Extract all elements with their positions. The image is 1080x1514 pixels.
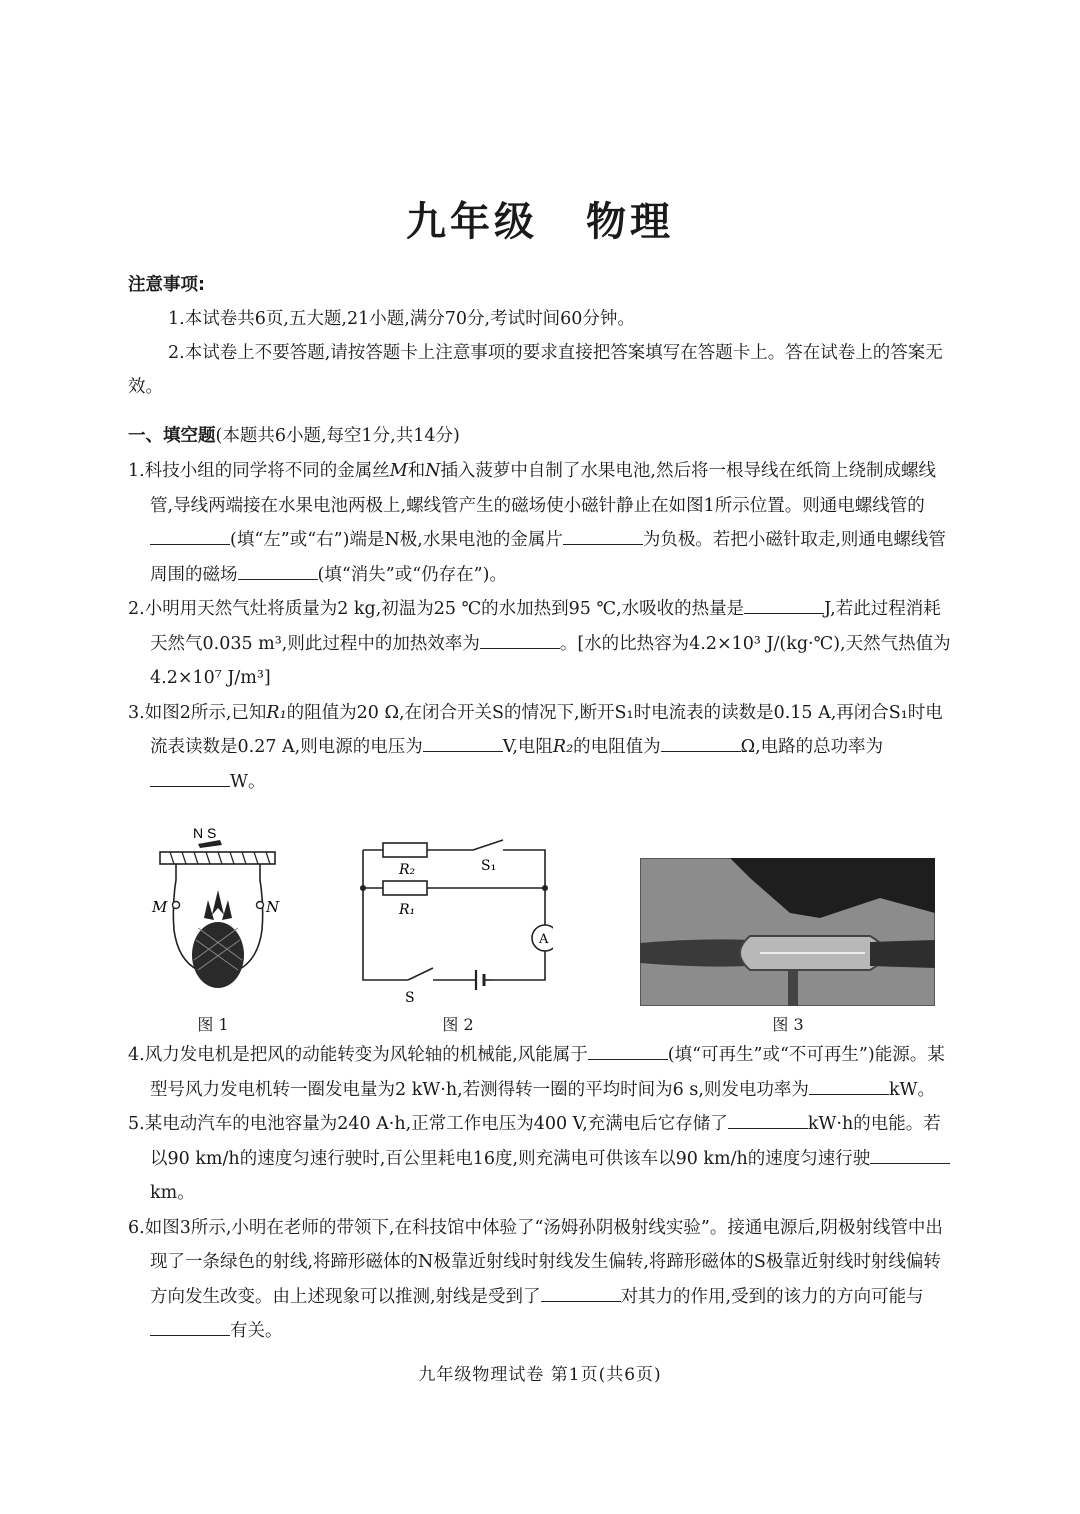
fig2-label-r2: R₂ — [399, 862, 416, 878]
question-4 — [128, 1038, 958, 1107]
answer-blank — [150, 766, 230, 787]
q4-text: kW。 — [888, 1079, 936, 1100]
question-6 — [128, 1211, 958, 1349]
fig2-label-s1: S₁ — [481, 858, 497, 874]
solenoid-coils — [170, 852, 270, 864]
q1-text: (填“消失”或“仍存在”)。 — [317, 564, 507, 585]
q1-var-n: N — [425, 461, 441, 481]
fig1-label-m: M — [152, 898, 168, 916]
q3-text: 的电阻值为 — [573, 737, 661, 757]
q1-text: 和 — [407, 461, 426, 481]
figure-1-solenoid-pineapple — [138, 820, 298, 1005]
figure-3-caption: 图 3 — [772, 1015, 804, 1034]
questions-top — [128, 454, 958, 799]
page-title — [0, 190, 1080, 247]
answer-blank — [661, 731, 741, 752]
q3-text: Ω,电路的总功率为 — [740, 737, 884, 757]
q1-text: 1.科技小组的同学将不同的金属丝 — [128, 461, 390, 481]
questions-bottom — [128, 1038, 958, 1349]
answer-blank — [563, 524, 643, 545]
pineapple-icon — [192, 890, 244, 988]
q1-var-m: M — [389, 461, 408, 481]
figures-row — [128, 820, 958, 1040]
answer-blank — [588, 1039, 668, 1060]
answer-blank — [809, 1074, 889, 1095]
q3-text: 的阻值为20 Ω,在闭合开关S的情况下,断开S₁时电流表的读数是0.15 A,再闭合S₁时电流表读数是0.27 A,则电源的电压为 — [150, 702, 943, 757]
figure-2-circuit — [353, 830, 553, 1005]
q5-text: 5.某电动汽车的电池容量为240 A·h,正常工作电压为400 V,充满电后它存储了 — [128, 1114, 728, 1134]
q4-text: (填“可再生”或“不可再生”)能源。某型号风力发电机转一圈发电量为2 kW·h,若测得转一圈的平均时间为6 s,则发电功率为 — [150, 1045, 945, 1100]
q6-text: 对其力的作用,受到的该力的方向可能与 — [620, 1286, 924, 1307]
title-subject: 物理 — [586, 199, 674, 245]
fig2-label-r1: R₁ — [399, 902, 416, 918]
figure-3-cathode-ray-photo — [640, 858, 935, 1006]
answer-blank — [541, 1281, 621, 1302]
answer-blank — [150, 1315, 230, 1336]
q2-text: 。[水的比热容为4.2×10³ J/(kg·℃),天然气热值为4.2×10⁷ J/m³] — [150, 633, 951, 688]
q3-text: V,电阻 — [502, 737, 553, 757]
ammeter-icon: A — [539, 932, 549, 947]
title-grade: 九年级 — [406, 199, 538, 245]
q5-text: kW·h的电能。若以90 km/h的速度匀速行驶时,百公里耗电16度,则充满电可供该车以90 km/h的速度匀速行驶 — [150, 1114, 941, 1169]
q4-text: 4.风力发电机是把风的动能转变为风轮轴的机械能,风能属于 — [128, 1045, 588, 1065]
q6-text: 有关。 — [230, 1321, 283, 1341]
q3-text: W。 — [230, 771, 266, 792]
q2-text: 2.小明用天然气灶将质量为2 kg,初温为25 ℃的水加热到95 ℃,水吸收的热量是 — [128, 599, 745, 619]
question-2 — [128, 592, 958, 696]
fig2-label-s: S — [405, 990, 415, 1005]
section-desc: (本题共6小题,每空1分,共14分) — [215, 426, 460, 446]
figure-2-caption: 图 2 — [442, 1015, 474, 1034]
section-label: 一、填空题 — [128, 426, 216, 446]
answer-blank — [744, 593, 824, 614]
section-heading — [128, 422, 460, 447]
q1-text: 为负极。若把小磁针取走,则通电螺线管周围的磁场 — [150, 530, 946, 585]
notice-block — [128, 268, 958, 404]
notice-item-1: 1.本试卷共6页,五大题,21小题,满分70分,考试时间60分钟。 — [168, 309, 635, 329]
q3-var-r2: R₂ — [552, 737, 574, 757]
answer-blank — [870, 1143, 950, 1164]
q5-text: km。 — [150, 1183, 195, 1203]
figure-1-caption: 图 1 — [197, 1015, 229, 1034]
q6-text: 6.如图3所示,小明在老师的带领下,在科技馆中体验了“汤姆孙阴极射线实验”。接通电源后,阴极射线管中出现了一条绿色的射线,将蹄形磁体的N极靠近射线时射线发生偏转,将蹄形磁体的S极靠近射线时射线偏转方向发生改变。由上述现象可以推测,射线是受到了 — [128, 1217, 943, 1307]
q2-text: J,若此过程消耗天然气0.035 m³,则此过程中的加热效率为 — [150, 599, 941, 654]
answer-blank — [480, 628, 560, 649]
compass-needle-icon — [198, 840, 222, 848]
q3-text: 3.如图2所示,已知 — [128, 702, 267, 723]
question-5 — [128, 1107, 958, 1211]
notice-item-2: 2.本试卷上不要答题,请按答题卡上注意事项的要求直接把答案填写在答题卡上。答在试卷上的答案无效。 — [128, 343, 943, 397]
q1-text: 插入菠萝中自制了水果电池,然后将一根导线在纸筒上绕制成螺线管,导线两端接在水果电池两极上,螺线管产生的磁场使小磁针静止在如图1所示位置。则通电螺线管的 — [150, 461, 936, 516]
question-1 — [128, 454, 958, 592]
q1-text: (填“左”或“右”)端是N极,水果电池的金属片 — [230, 530, 563, 550]
answer-blank — [150, 524, 230, 545]
page-footer: 九年级物理试卷 第1页(共6页) — [418, 1365, 662, 1385]
q3-var-r1: R₁ — [266, 702, 287, 723]
fig1-compass-label: N S — [193, 825, 217, 841]
fig1-label-n: N — [266, 898, 280, 916]
answer-blank — [423, 731, 503, 752]
notice-heading: 注意事项: — [128, 275, 205, 295]
answer-blank — [238, 559, 318, 580]
answer-blank — [728, 1108, 808, 1129]
question-3 — [128, 696, 958, 800]
